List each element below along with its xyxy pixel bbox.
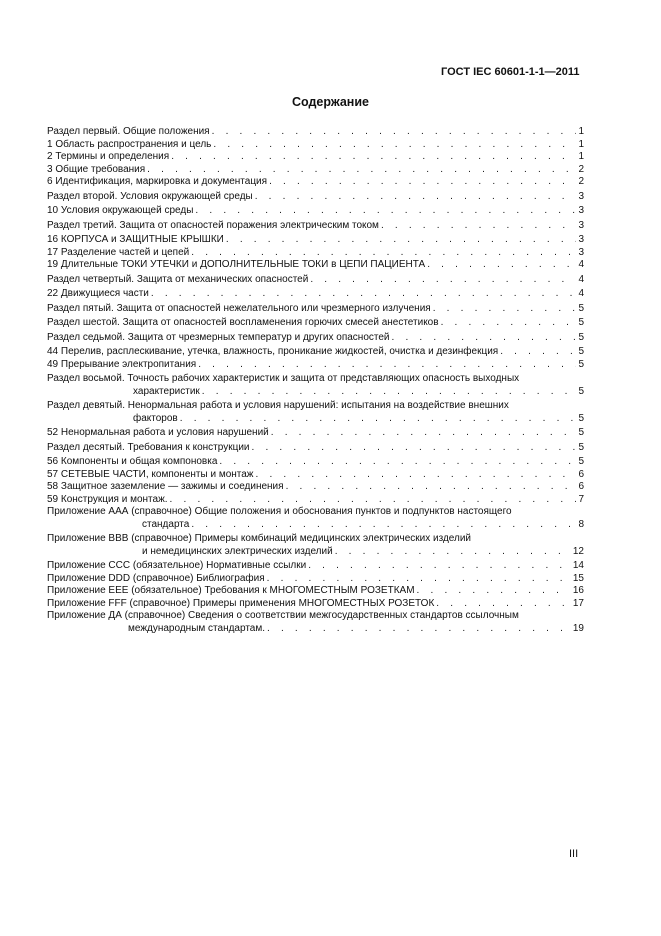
toc-entry-page: 5	[578, 385, 584, 397]
toc-entry[interactable]	[47, 346, 584, 359]
toc-entry[interactable]	[47, 373, 584, 398]
toc-entry-page: 14	[572, 560, 584, 571]
toc-entry[interactable]	[47, 205, 584, 218]
toc-entry-page: 12	[572, 545, 584, 557]
toc-entry-page: 4	[578, 259, 584, 270]
page-title: Содержание	[291, 95, 369, 109]
toc-entry-title: 52 Ненормальная работа и условия нарушений	[47, 427, 269, 438]
dot-leader	[427, 259, 576, 272]
toc-entry-title: Раздел шестой. Защита от опасностей воспламенения горючих смесей анестетиков	[47, 317, 439, 328]
toc-entry-title: Приложение ААА (справочное) Общие положения и обоснования пунктов и подпунктов настоящего	[47, 506, 512, 517]
dot-leader	[171, 151, 576, 164]
toc-entry[interactable]	[47, 533, 584, 558]
dot-leader	[271, 427, 577, 440]
toc-entry-title: 44 Перелив, расплескивание, утечка, влажность, проникание жидкостей, очистка и дезинфекция	[47, 346, 499, 357]
toc-entry-title: Раздел пятый. Защита от опасностей нежелательного или чрезмерного излучения	[47, 302, 431, 314]
dot-leader	[151, 288, 577, 301]
toc-entry-title: Приложение ССС (обязательное) Нормативные ссылки	[47, 560, 307, 571]
toc-entry[interactable]	[47, 303, 584, 316]
toc-entry-title: 57 СЕТЕВЫЕ ЧАСТИ, компоненты и монтаж	[47, 468, 254, 480]
toc-entry-page: 7	[578, 493, 584, 505]
dot-leader	[335, 546, 571, 559]
dot-leader	[170, 494, 577, 507]
toc-entry-page: 3	[578, 246, 584, 258]
toc-entry-page: 1	[578, 151, 584, 162]
toc-entry-page: 5	[578, 317, 584, 328]
dot-leader	[286, 481, 577, 494]
toc-entry-page: 8	[578, 518, 584, 530]
toc-entry[interactable]	[47, 481, 584, 494]
toc-entry-title: Приложение DDD (справочное) Библиография	[47, 572, 265, 584]
toc-entry-title: Приложение ВВВ (справочное) Примеры комбинаций медицинских электрических изделий	[47, 533, 472, 544]
toc-entry-page: 15	[572, 572, 584, 584]
toc-entry[interactable]	[47, 274, 584, 287]
toc-entry[interactable]	[47, 332, 584, 345]
toc-entry[interactable]	[47, 359, 584, 372]
toc-entry-title: Раздел девятый. Ненормальная работа и условия нарушений: испытания на воздействие внешних	[47, 400, 509, 411]
dot-leader	[212, 126, 577, 139]
toc-entry-title: Раздел седьмой. Защита от чрезмерных температур и других опасностей	[47, 331, 390, 343]
toc-entry[interactable]	[47, 400, 584, 425]
toc-entry-title: 10 Условия окружающей среды	[47, 205, 194, 216]
toc-entry[interactable]	[47, 191, 584, 204]
toc-entry-title: Приложение ДА (справочное) Сведения о соответствии межгосударственных стандартов ссылочным	[47, 610, 519, 621]
toc-entry-title-continued: международным стандартам.	[128, 622, 266, 634]
toc-entry[interactable]	[47, 610, 584, 635]
dot-leader	[191, 247, 576, 260]
toc-entry-page: 5	[578, 346, 584, 357]
toc-entry-page: 5	[578, 331, 584, 343]
dot-leader	[256, 469, 577, 482]
dot-leader	[381, 220, 577, 233]
dot-leader	[417, 585, 571, 598]
dot-leader	[180, 413, 577, 426]
toc-entry[interactable]	[47, 573, 584, 586]
toc-entry-page: 16	[572, 585, 584, 596]
dot-leader	[436, 598, 571, 611]
dot-leader	[255, 191, 577, 204]
toc-entry[interactable]	[47, 456, 584, 469]
toc-entry-page: 6	[578, 481, 584, 492]
toc-entry[interactable]	[47, 494, 584, 507]
toc-entry-page: 1	[578, 138, 584, 150]
toc-entry-page: 4	[578, 288, 584, 299]
toc-entry[interactable]	[47, 506, 584, 531]
toc-entry[interactable]	[47, 126, 584, 139]
toc-entry[interactable]	[47, 164, 584, 177]
page-number: III	[569, 848, 579, 860]
toc-entry-page: 3	[578, 190, 584, 202]
toc-entry-page: 5	[578, 302, 584, 314]
toc-entry[interactable]	[47, 560, 584, 573]
toc-entry[interactable]	[47, 427, 584, 440]
toc-entry-title: Раздел второй. Условия окружающей среды	[47, 190, 253, 202]
toc-entry-title: 59 Конструкция и монтаж.	[47, 493, 168, 505]
toc-entry[interactable]	[47, 247, 584, 260]
toc-entry-page: 4	[578, 273, 584, 285]
toc-entry-title: 1 Область распространения и цель	[47, 138, 212, 150]
dot-leader	[191, 519, 576, 532]
toc-entry-title: Раздел десятый. Требования к конструкции	[47, 441, 250, 453]
toc-entry[interactable]	[47, 598, 584, 611]
toc-entry-page: 3	[578, 219, 584, 231]
toc-entry[interactable]	[47, 139, 584, 152]
toc-entry-title: 3 Общие требования	[47, 163, 146, 175]
toc-entry[interactable]	[47, 288, 584, 301]
toc-entry-title: Раздел первый. Общие положения	[47, 126, 210, 137]
toc-entry-title-continued: факторов	[133, 412, 178, 424]
toc-entry[interactable]	[47, 234, 584, 247]
dot-leader	[219, 456, 576, 469]
toc-entry-title: 58 Защитное заземление — зажимы и соединения	[47, 481, 284, 492]
dot-leader	[433, 303, 577, 316]
toc-entry-page: 5	[578, 427, 584, 438]
dot-leader	[267, 623, 571, 636]
toc-entry-page: 3	[578, 234, 584, 245]
toc-entry-page: 5	[578, 358, 584, 370]
document-header: ГОСТ IEC 60601-1-1—2011	[441, 66, 580, 78]
toc-entry-title: 22 Движущиеся части	[47, 288, 149, 299]
dot-leader	[500, 346, 576, 359]
toc-entry-page: 2	[578, 163, 584, 175]
toc-entry-title-continued: и немедицинских электрических изделий	[142, 545, 333, 557]
toc-entry-page: 17	[572, 597, 584, 609]
toc-entry-title: 2 Термины и определения	[47, 151, 170, 162]
toc-entry-title: 17 Разделение частей и цепей	[47, 246, 190, 258]
dot-leader	[226, 234, 577, 247]
toc-entry-page: 19	[572, 622, 584, 634]
dot-leader	[267, 573, 571, 586]
toc-entry-title: 19 Длительные ТОКИ УТЕЧКИ и ДОПОЛНИТЕЛЬНЫЕ ТОКИ в ЦЕПИ ПАЦИЕНТА	[47, 259, 426, 270]
dot-leader	[195, 205, 576, 218]
toc-entry[interactable]	[47, 176, 584, 189]
toc-entry-title: 16 КОРПУСА и ЗАЩИТНЫЕ КРЫШКИ	[47, 234, 224, 245]
dot-leader	[392, 332, 577, 345]
toc-entry[interactable]	[47, 442, 584, 455]
dot-leader	[269, 176, 576, 189]
dot-leader	[198, 359, 576, 372]
table-of-contents	[47, 126, 584, 635]
toc-entry-title-continued: характеристик	[133, 385, 200, 397]
toc-entry-title: Приложение ЕЕЕ (обязательное) Требования к МНОГОМЕСТНЫМ РОЗЕТКАМ	[47, 585, 415, 596]
toc-entry-title: Раздел восьмой. Точность рабочих характеристик и защита от представляющих опасность выходных	[47, 373, 520, 384]
toc-entry[interactable]	[47, 585, 584, 598]
toc-entry-page: 2	[578, 176, 584, 187]
toc-entry[interactable]	[47, 259, 584, 272]
dot-leader	[310, 274, 576, 287]
toc-entry-page: 5	[578, 412, 584, 424]
toc-entry-page: 1	[578, 126, 584, 137]
toc-entry-page: 6	[578, 468, 584, 480]
toc-entry[interactable]	[47, 151, 584, 164]
toc-entry-title: 49 Прерывание электропитания	[47, 358, 197, 370]
dot-leader	[441, 317, 577, 330]
toc-entry-title: Раздел четвертый. Защита от механических опасностей	[47, 273, 309, 285]
toc-entry[interactable]	[47, 317, 584, 330]
toc-entry-page: 5	[578, 441, 584, 453]
toc-entry[interactable]	[47, 469, 584, 482]
toc-entry-page: 5	[578, 456, 584, 467]
dot-leader	[213, 139, 576, 152]
dot-leader	[308, 560, 571, 573]
toc-entry[interactable]	[47, 220, 584, 233]
dot-leader	[147, 164, 576, 177]
toc-entry-title-continued: стандарта	[142, 518, 190, 530]
toc-entry-title: Раздел третий. Защита от опасностей поражения электрическим током	[47, 219, 379, 231]
toc-entry-page: 3	[578, 205, 584, 216]
toc-entry-title: 56 Компоненты и общая компоновка	[47, 456, 218, 467]
toc-entry-title: Приложение FFF (справочное) Примеры применения МНОГОМЕСТНЫХ РОЗЕТОК	[47, 597, 435, 609]
dot-leader	[202, 386, 577, 399]
toc-entry-title: 6 Идентификация, маркировка и документация	[47, 176, 268, 187]
dot-leader	[252, 442, 577, 455]
